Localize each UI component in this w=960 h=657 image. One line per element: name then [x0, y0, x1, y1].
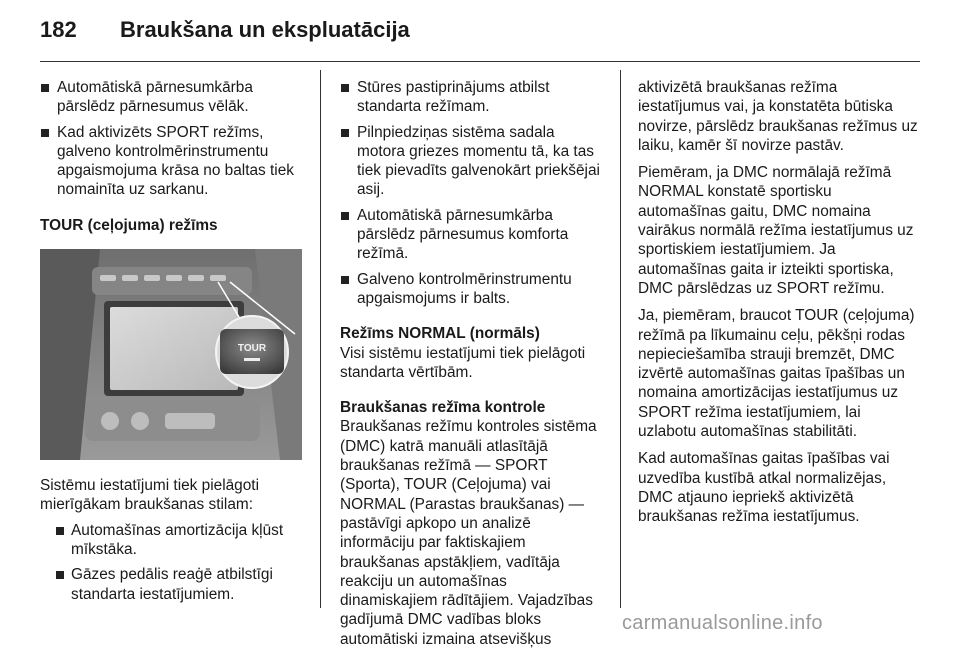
page-header [40, 17, 410, 47]
bullet-icon [341, 129, 349, 137]
section-heading-normal: Režīms NORMAL (normāls) [340, 325, 540, 343]
bullet-icon [41, 129, 49, 137]
column-2 [340, 78, 605, 657]
page-number: 182 [40, 17, 77, 42]
bullet-icon [41, 84, 49, 92]
bullet-icon [341, 276, 349, 284]
list-item: Automātiskā pārnesumkārba pārslēdz pārnesumus komforta režīmā. [340, 206, 605, 264]
tour-button-photo [40, 249, 302, 460]
column-3 [638, 78, 920, 535]
list-item: Automašīnas amortizācija kļūst mīkstāka. [40, 521, 302, 560]
section-heading-control: Braukšanas režīma kontrole [340, 399, 546, 417]
bullet-icon [341, 84, 349, 92]
list-item: Pilnpiedziņas sistēma sadala motora griezes momentu tā, ka tas tiek pievadīts galvenokārt priekšējai asij. [340, 123, 605, 200]
bullet-icon [56, 571, 64, 579]
column-divider [320, 70, 321, 608]
chapter-title: Braukšana un ekspluatācija [120, 17, 410, 42]
paragraph: aktivizētā braukšanas režīma iestatījumus vai, ja konstatēta būtiska novirze, pārslēdz braukšanas režīmus uz laiku, kamēr šī novirze pastāv. [638, 79, 918, 154]
paragraph: Visi sistēmu iestatījumi tiek pielāgoti standarta vērtībām. [340, 344, 586, 381]
paragraph: Kad automašīnas gaitas īpašības vai uzvedība kustībā atkal normalizējas, DMC atjauno iepriekš aktivizētā braukšanas režīma iestatījumus. [638, 450, 890, 526]
paragraph: Ja, piemēram, braucot TOUR (ceļojuma) režīmā pa līkumainu ceļu, pēkšņi rodas nepieciešamība strauji bremzēt, DMC izvērtē automašīnas gaitas īpašības un nomaina amortizācijas iestatījumus uz SPORT režīma iestatījumiem, lai uzlabotu automašīnas stabilitāti. [638, 307, 915, 441]
column-1 [40, 78, 302, 610]
tour-button-label: TOUR [237, 343, 267, 355]
column-divider [620, 70, 621, 608]
list-item: Gāzes pedālis reaģē atbilstīgi standarta iestatījumiem. [40, 565, 302, 604]
list-item: Kad aktivizēts SPORT režīms, galveno kontrolmērinstrumentu apgaismojuma krāsa no baltas tiek nomainīta uz sarkanu. [40, 123, 302, 200]
bullet-icon [341, 212, 349, 220]
list-item: Stūres pastiprinājums atbilst standarta režīmam. [340, 78, 605, 117]
bullet-icon [56, 527, 64, 535]
section-heading-tour: TOUR (ceļojuma) režīms [40, 216, 218, 234]
header-rule [40, 61, 920, 62]
list-item: Galveno kontrolmērinstrumentu apgaismojums ir balts. [340, 270, 605, 309]
paragraph: Piemēram, ja DMC normālajā režīmā NORMAL konstatē sportisku automašīnas gaitu, DMC nomaina vairākus normālā režīma iestatījumus uz sportiskiem iestatījumiem. Ja automašīnas gaita ir izteikti sportiska, DMC pārslēdzas uz SPORT režīmu. [638, 164, 914, 297]
paragraph: Braukšanas režīmu kontroles sistēma (DMC) katrā manuāli atlasītājā braukšanas režīmā — SPORT (Sporta), TOUR (Ceļojuma) vai NORMAL (Parastas braukšanas) — pastāvīgi apkopo un analizē informāciju par faktiskajiem braukšanas apstākļiem, vadītāja reakciju un automašīnas dinamiskajiem rādītājiem. Vajadzības gadījumā DMC vadības bloks automātiski izmaina atsevišķus [340, 418, 597, 648]
watermark: carmanualsonline.info [622, 612, 823, 634]
list-item: Automātiskā pārnesumkārba pārslēdz pārnesumus vēlāk. [40, 78, 302, 117]
paragraph: Sistēmu iestatījumi tiek pielāgoti mierīgākam braukšanas stilam: [40, 477, 259, 514]
